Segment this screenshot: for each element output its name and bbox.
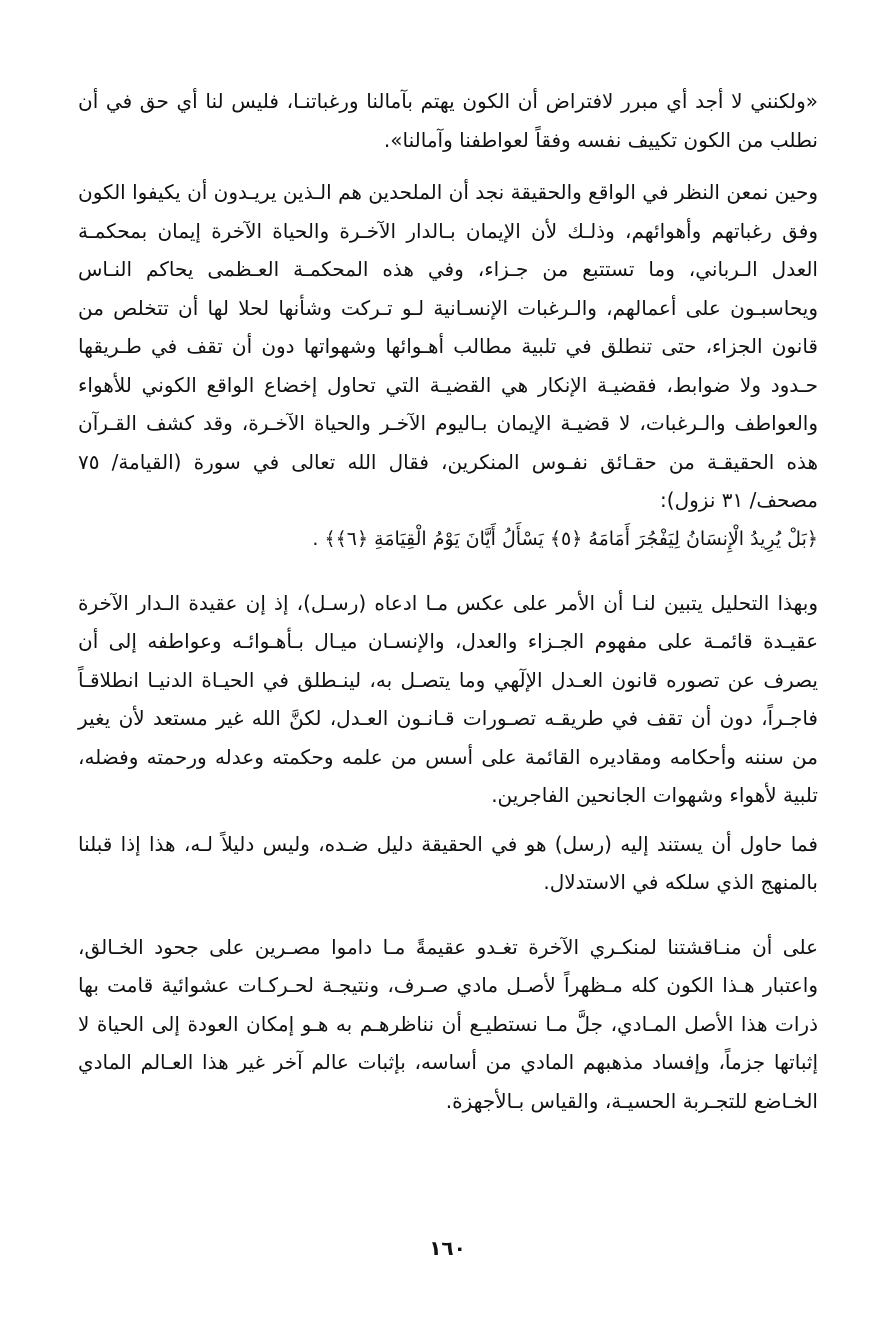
body-paragraph: فما حاول أن يستند إليه (رسل) هو في الحقيقة دليل ضـده، وليس دليلاً لـه، هذا إذا قبلنا بالمنهج الذي سلكه في الاستدلال. bbox=[78, 831, 818, 894]
body-paragraph: وحين نمعن النظر في الواقع والحقيقة نجد أن الملحدين هم الـذين يريـدون أن يكيفوا الكون وفق رغباتهم وأهوائهم، وذلـك لأن الإيمان بـالدار الآخـرة والحياة الآخرة إيمان بمحكمـة العدل الـرباني، وما تستتبع من جـزاء، وفي هذه المحكمـة العـظمى يحاكم النـاس ويحاسبـون على أعمالهم، والـرغبات الإنسـانية لـو تـركت وشأنها لحلا لها أن تتخلص من قانون الجزاء، حتى تنطلق في تلبية مطالب أهـوائها وشهواتها دون أن تقف في طـريقها حـدود ولا ضوابط، فقضيـة الإنكار هي القضيـة التي تحاول إخضاع الواقع الكوني للأهواء والعواطف والـرغبات، لا قضيـة الإيمان بـاليوم الآخـر والحياة الآخـرة، وقد كشف القـرآن هذه الحقيقـة من حقـائق نفـوس المنكرين، فقال الله تعالى في سورة (القيامة/ ٧٥ مصحف/ ٣١ نزول): bbox=[78, 180, 818, 512]
body-paragraph: على أن منـاقشتنا لمنكـري الآخرة تغـدو عقيمةً مـا داموا مصـرين على جحود الخـالق، واعتبار هـذا الكون كله مـظهراً لأصـل مادي صـرف، ونتيجـة لحـركـات عشوائية قامت بها ذرات هذا الأصل المـادي، جلَّ مـا نستطيـع أن نناظرهـم به هـو إمكان العودة إلى الحياة لا إثباتها جزماً، وإفساد مذهبهم المادي من أساسه، بإثبات عالم آخر غير هذا العـالم المادي الخـاضع للتجـربة الحسيـة، والقياس بـالأجهزة. bbox=[78, 934, 818, 1113]
quote-paragraph: «ولكنني لا أجد أي مبرر لافتراض أن الكون يهتم بآمالنا ورغباتنـا، فليس لنا أي حق في أن نطلب من الكون تكييف نفسه وفقاً لعواطفنا وآمالنا». bbox=[78, 89, 818, 152]
page-number: ١٦٠ bbox=[429, 1236, 466, 1260]
quran-verse: ﴿بَلْ يُرِيدُ الْإِنسَانُ لِيَفْجُرَ أَمَامَهُ ﴿٥﴾ يَسْأَلُ أَيَّانَ يَوْمُ الْقِيَامَةِ ﴿٦﴾﴾ . bbox=[312, 527, 818, 550]
body-paragraph: وبهذا التحليل يتبين لنـا أن الأمر على عكس مـا ادعاه (رسـل)، إذ إن عقيدة الـدار الآخرة عقيـدة قائمـة على مفهوم الجـزاء والعدل، والإنسـان ميـال بـأهـوائـه وعواطفه إلى أن يصرف عن تصوره قانون العـدل الإلٓهي وما يتصـل به، لينـطلق في الحيـاة الدنيـا انطلاقـاً فاجـراً، دون أن تقف في طريقـه تصـورات قـانـون العـدل، لكنَّ الله غير مستعد لأن يغير من سننه وأحكامه ومقاديره القائمة على أسس من علمه وحكمته وعدله ورحمته وفضله، تلبية لأهواء وشهوات الجانحين الفاجرين. bbox=[78, 590, 818, 807]
page-body bbox=[78, 82, 818, 1120]
